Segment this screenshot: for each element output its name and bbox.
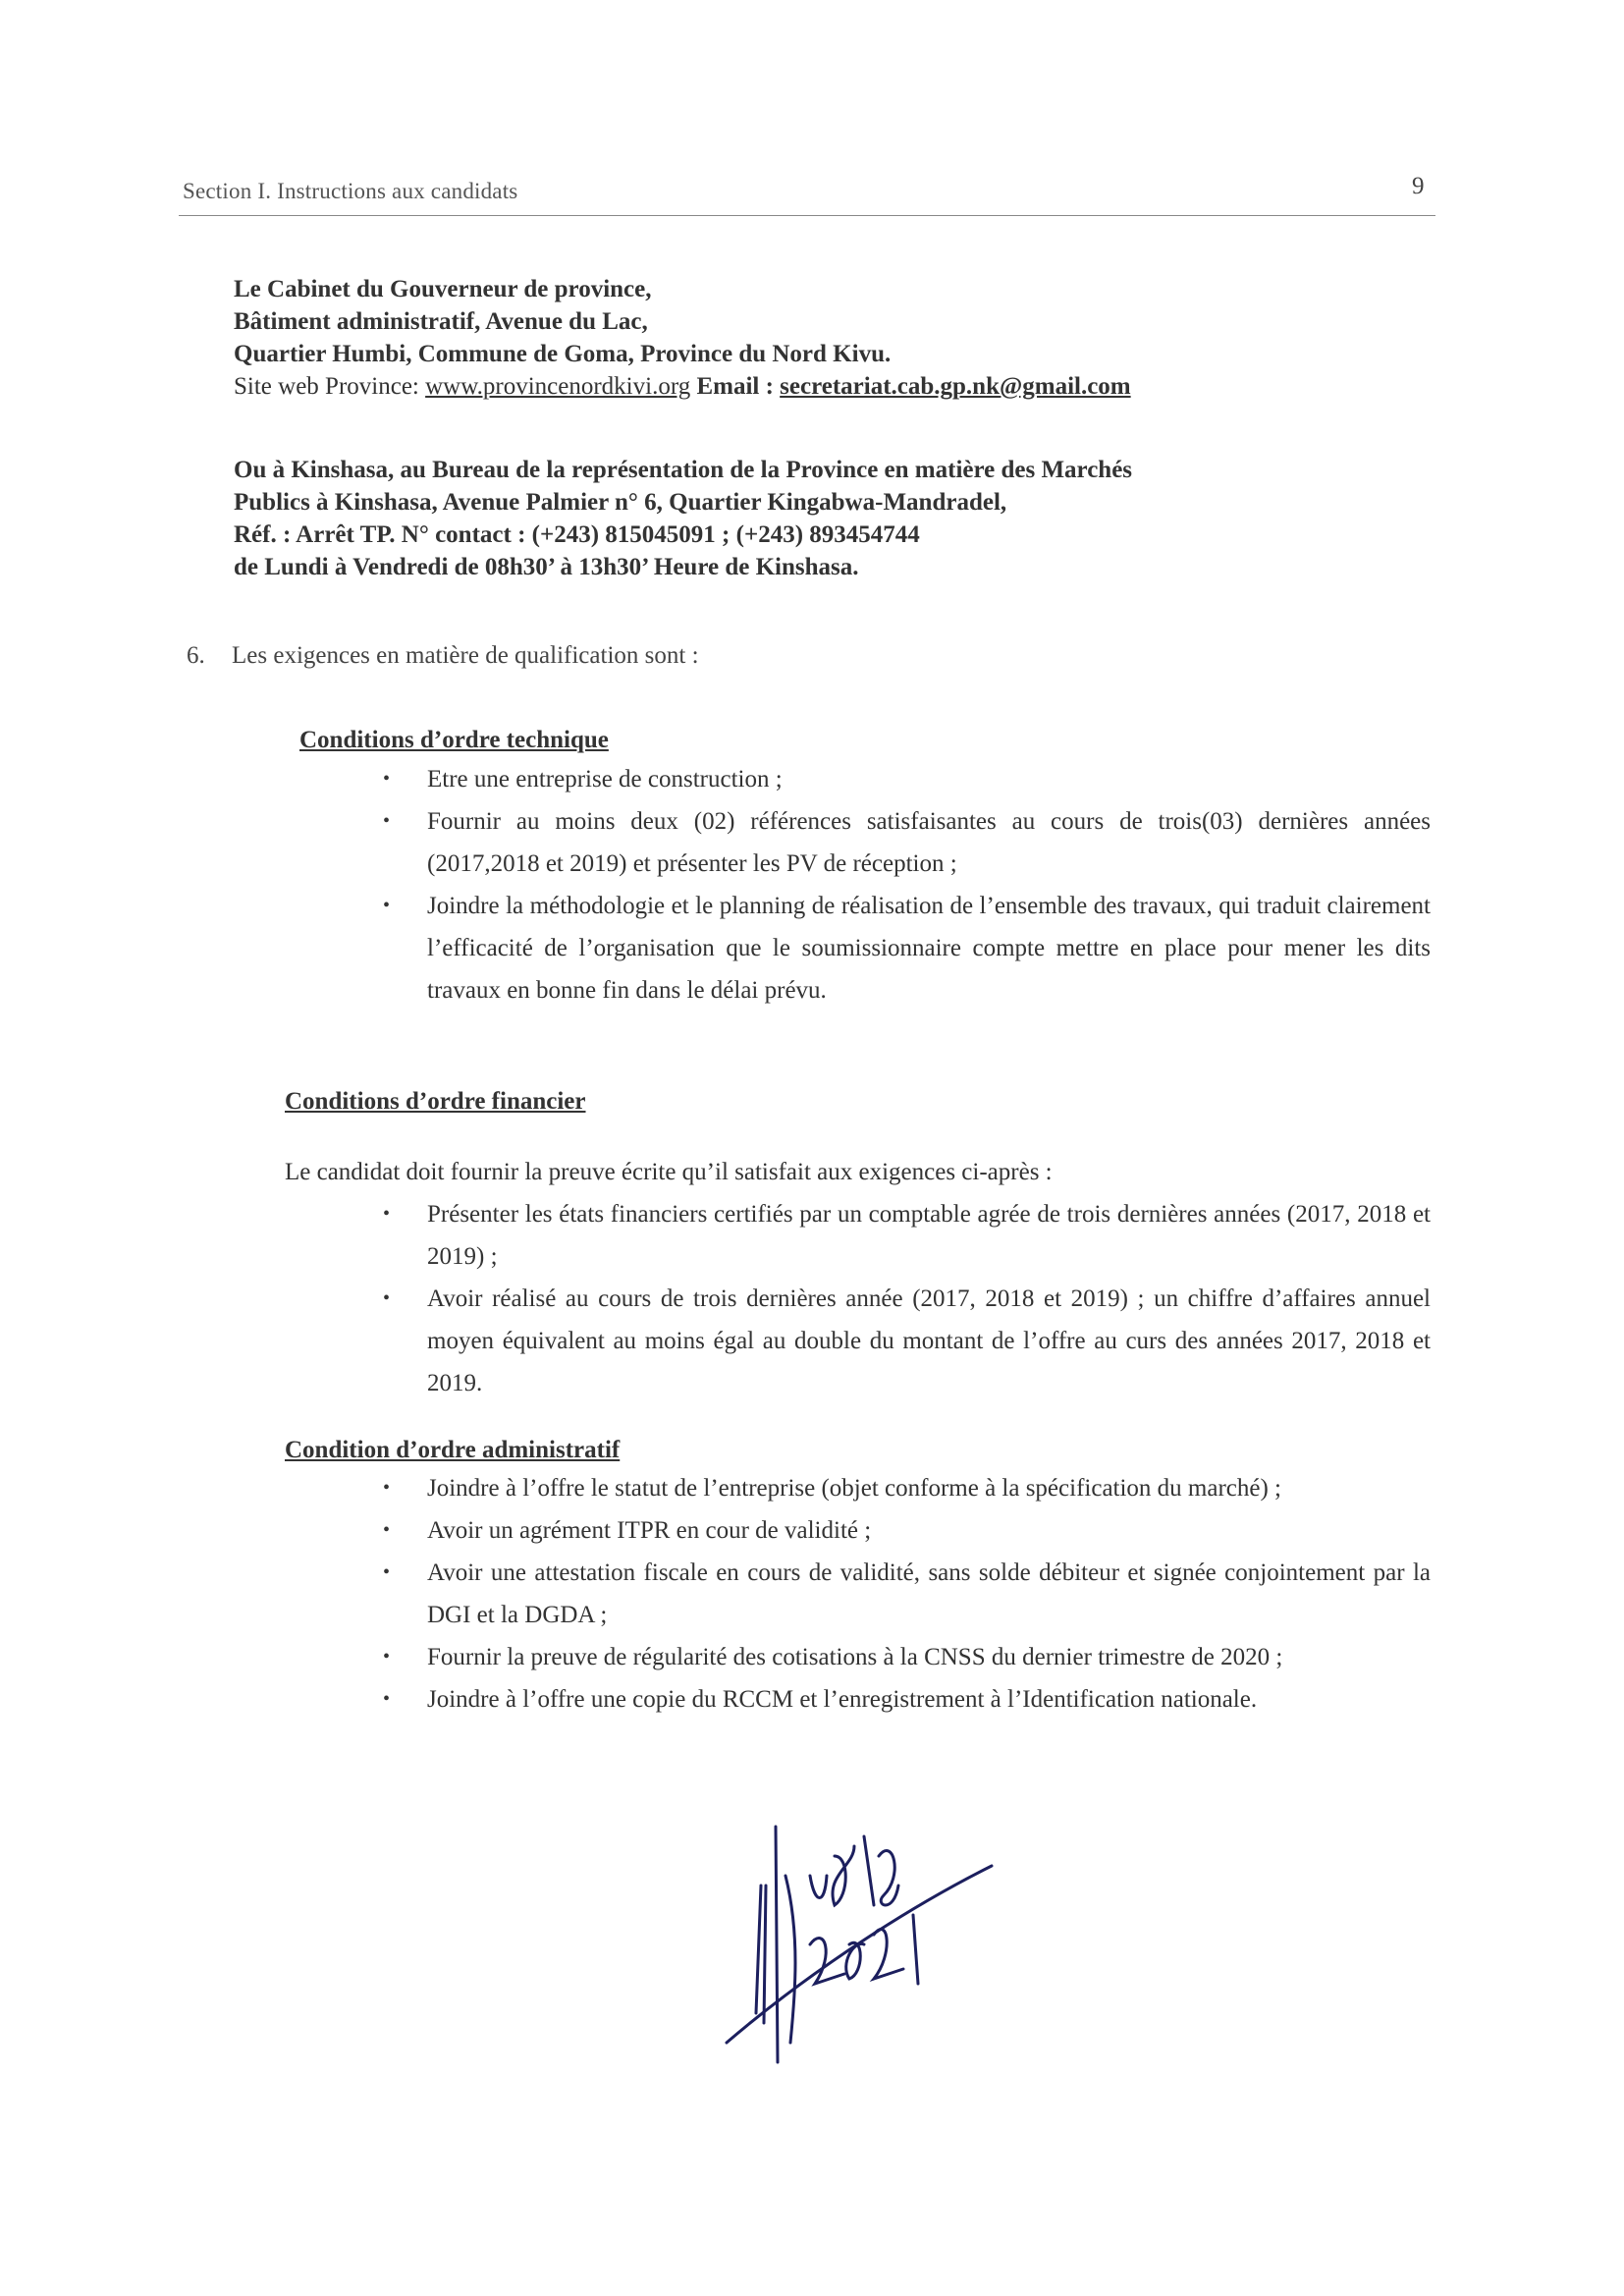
bullet-text: Avoir un agrément ITPR en cour de validité ; xyxy=(427,1517,872,1544)
list-item xyxy=(383,885,1431,1011)
item-text: Les exigences en matière de qualification sont : xyxy=(232,642,699,669)
list-item xyxy=(383,800,1431,885)
bullet-text: Joindre la méthodologie et le planning de réalisation de l’ensemble des travaux, qui traduit clairement l’efficacité de l’organisation que le soumissionnaire compte mettre en place pour mener les dits travaux en bonne fin dans le délai prévu. xyxy=(427,893,1431,1004)
administratif-heading: Condition d’ordre administratif xyxy=(285,1437,621,1463)
bullet-text: Joindre à l’offre le statut de l’entreprise (objet conforme à la spécification du marché) ; xyxy=(427,1475,1282,1502)
site-label: Site web Province: xyxy=(234,373,426,400)
list-item xyxy=(383,1509,1431,1552)
kinshasa-line: Ou à Kinshasa, au Bureau de la représentation de la Province en matière des Marchés xyxy=(234,457,1133,483)
kinshasa-line: de Lundi à Vendredi de 08h30’ à 13h30’ Heure de Kinshasa. xyxy=(234,554,859,580)
list-item xyxy=(383,1552,1431,1636)
handwritten-signature xyxy=(717,1817,1011,2072)
bullet-text: Avoir une attestation fiscale en cours de validité, sans solde débiteur et signée conjointement par la DGI et la DGDA ; xyxy=(427,1559,1431,1628)
section-header: Section I. Instructions aux candidats xyxy=(183,179,518,203)
bullet-icon: • xyxy=(383,1646,391,1667)
item-number: 6. xyxy=(187,642,205,669)
bullet-icon: • xyxy=(383,810,391,832)
list-item xyxy=(383,1193,1431,1278)
bullet-icon: • xyxy=(383,1287,391,1309)
bullet-icon: • xyxy=(383,895,391,916)
item-6 xyxy=(187,642,699,670)
email-label: Email : xyxy=(690,373,781,400)
bullet-text: Présenter les états financiers certifiés par un comptable agrée de trois dernières années (2017, 2018 et 2019) ; xyxy=(427,1201,1431,1270)
bullet-icon: • xyxy=(383,1477,391,1499)
contact-line xyxy=(234,370,1131,403)
bullet-text: Fournir la preuve de régularité des cotisations à la CNSS du dernier trimestre de 2020 ; xyxy=(427,1644,1283,1670)
list-item xyxy=(383,1636,1431,1678)
site-link[interactable]: www.provincenordkivi.org xyxy=(425,373,691,400)
header-rule xyxy=(179,215,1435,216)
email-link[interactable]: secretariat.cab.gp.nk@gmail.com xyxy=(780,373,1131,400)
list-item xyxy=(383,1678,1431,1721)
technique-list xyxy=(383,758,1431,1011)
bullet-icon: • xyxy=(383,1561,391,1583)
list-item xyxy=(383,1467,1431,1509)
kinshasa-line: Publics à Kinshasa, Avenue Palmier n° 6, Quartier Kingabwa-Mandradel, xyxy=(234,489,1007,516)
address-line: Quartier Humbi, Commune de Goma, Province du Nord Kivu. xyxy=(234,341,892,367)
bullet-icon: • xyxy=(383,1688,391,1710)
kinshasa-line: Réf. : Arrêt TP. N° contact : (+243) 815045091 ; (+243) 893454744 xyxy=(234,521,920,548)
financier-list xyxy=(383,1193,1431,1404)
list-item xyxy=(383,1278,1431,1404)
bullet-text: Fournir au moins deux (02) références satisfaisantes au cours de trois(03) dernières années (2017,2018 et 2019) et présenter les PV de réception ; xyxy=(427,808,1431,877)
bullet-text: Avoir réalisé au cours de trois dernières année (2017, 2018 et 2019) ; un chiffre d’affaires annuel moyen équivalent au moins égal au double du montant de l’offre au curs des années 2017, 2018 et 2019. xyxy=(427,1285,1431,1396)
bullet-icon: • xyxy=(383,1519,391,1541)
bullet-text: Etre une entreprise de construction ; xyxy=(427,766,783,793)
list-item xyxy=(383,758,1431,800)
kinshasa-block xyxy=(234,454,1132,583)
financier-intro: Le candidat doit fournir la preuve écrite qu’il satisfait aux exigences ci-après : xyxy=(285,1159,1053,1185)
page-number: 9 xyxy=(1412,173,1425,199)
financier-heading: Conditions d’ordre financier xyxy=(285,1088,586,1115)
address-line: Le Cabinet du Gouverneur de province, xyxy=(234,276,652,302)
address-block xyxy=(234,273,1131,403)
bullet-text: Joindre à l’offre une copie du RCCM et l’enregistrement à l’Identification nationale. xyxy=(427,1686,1258,1713)
address-line: Bâtiment administratif, Avenue du Lac, xyxy=(234,308,648,335)
administratif-list xyxy=(383,1467,1431,1721)
bullet-icon: • xyxy=(383,768,391,790)
bullet-icon: • xyxy=(383,1203,391,1225)
technique-heading: Conditions d’ordre technique xyxy=(299,727,609,753)
